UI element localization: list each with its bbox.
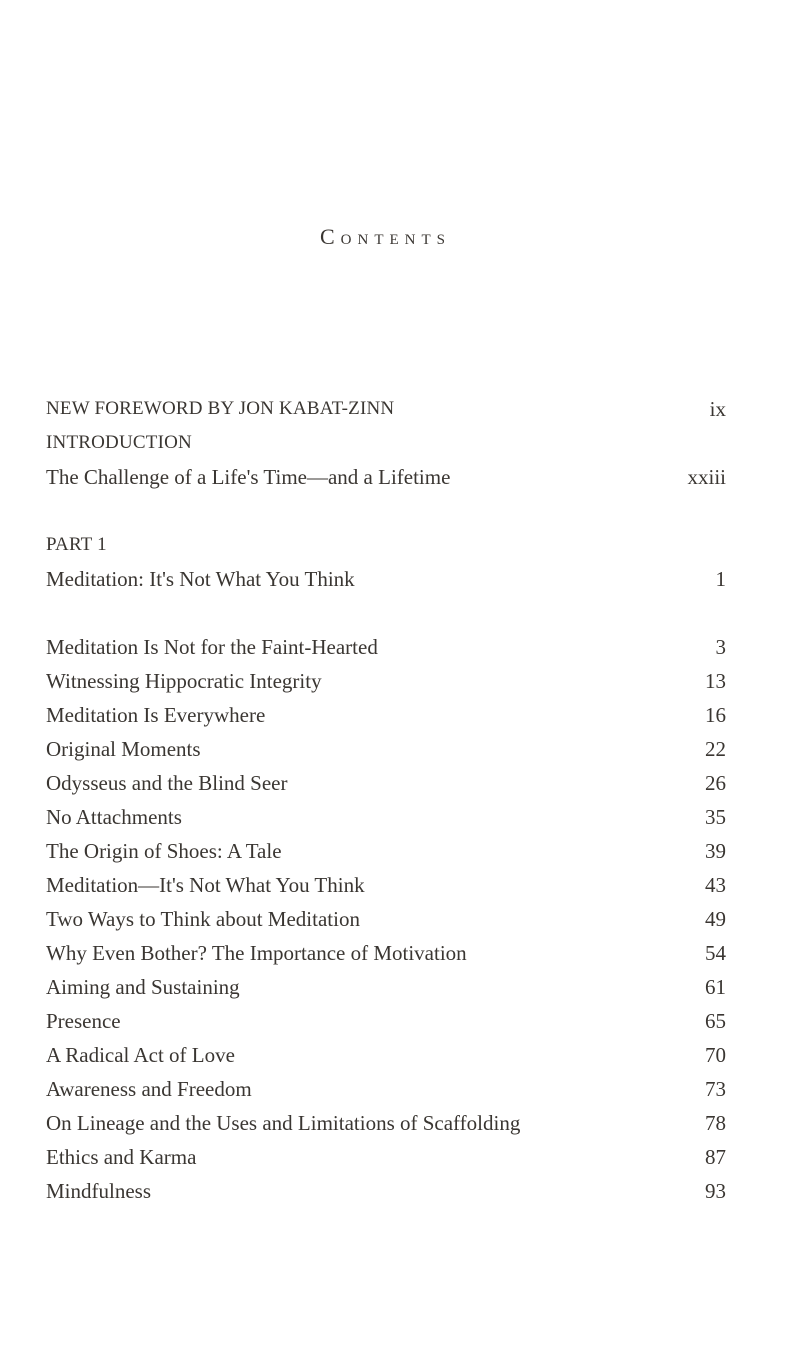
toc-entry-page: 70 xyxy=(705,1043,726,1067)
toc-entry-title: The Challenge of a Life's Time—and a Lifetime xyxy=(46,465,451,489)
toc-entry-title: The Origin of Shoes: A Tale xyxy=(46,839,282,863)
toc-entry-introduction-label[interactable] xyxy=(46,426,726,460)
toc-entry-title: Presence xyxy=(46,1009,121,1033)
toc-entry[interactable] xyxy=(46,732,726,766)
toc-entry-title: INTRODUCTION xyxy=(46,432,192,453)
toc-entry-page: 93 xyxy=(705,1179,726,1203)
toc-entry-title: A Radical Act of Love xyxy=(46,1043,235,1067)
toc-entry[interactable] xyxy=(46,800,726,834)
toc-entry-title: Ethics and Karma xyxy=(46,1145,197,1169)
toc-entry-title: Meditation Is Not for the Faint-Hearted xyxy=(46,635,378,659)
toc-entry-page: 13 xyxy=(705,669,726,693)
toc-entry-title: Meditation—It's Not What You Think xyxy=(46,873,365,897)
toc-entry-title: Mindfulness xyxy=(46,1179,151,1203)
toc-entry[interactable] xyxy=(46,970,726,1004)
toc-entry[interactable] xyxy=(46,766,726,800)
toc-entry-page: 1 xyxy=(715,567,726,591)
toc-entry-title: NEW FOREWORD BY JON KABAT-ZINN xyxy=(46,398,395,419)
toc-entry[interactable] xyxy=(46,834,726,868)
toc-entry-title: Meditation Is Everywhere xyxy=(46,703,266,727)
toc-entry[interactable] xyxy=(46,936,726,970)
toc-entry-page: 26 xyxy=(705,771,726,795)
toc-entry[interactable] xyxy=(46,1140,726,1174)
toc-entry-title: Original Moments xyxy=(46,737,201,761)
toc-entry-title: No Attachments xyxy=(46,805,182,829)
toc-entry-title: On Lineage and the Uses and Limitations of Scaffolding xyxy=(46,1111,521,1135)
toc-entry-page: 54 xyxy=(705,941,726,965)
toc-entry-title: Aiming and Sustaining xyxy=(46,975,240,999)
toc-entry[interactable] xyxy=(46,868,726,902)
toc-entry-title: Odysseus and the Blind Seer xyxy=(46,771,288,795)
toc-entry[interactable] xyxy=(46,1004,726,1038)
toc-entry-title: Why Even Bother? The Importance of Motivation xyxy=(46,941,467,965)
toc-entry[interactable] xyxy=(46,698,726,732)
toc-entry-page: 61 xyxy=(705,975,726,999)
toc-entry-page: xxiii xyxy=(687,465,726,489)
toc-entry[interactable] xyxy=(46,664,726,698)
toc-entry-part-1[interactable] xyxy=(46,562,726,596)
chapter-list xyxy=(46,630,726,1208)
toc-entry[interactable] xyxy=(46,630,726,664)
section-spacer xyxy=(46,494,726,528)
toc-entry-page: 73 xyxy=(705,1077,726,1101)
section-spacer xyxy=(46,596,726,630)
table-of-contents xyxy=(46,392,726,1208)
part-title: Meditation: It's Not What You Think xyxy=(46,567,355,591)
toc-entry-introduction[interactable] xyxy=(46,460,726,494)
toc-entry-foreword[interactable] xyxy=(46,392,726,426)
toc-entry[interactable] xyxy=(46,1174,726,1208)
toc-entry-title: Two Ways to Think about Meditation xyxy=(46,907,360,931)
toc-entry-page: 49 xyxy=(705,907,726,931)
part-label xyxy=(46,528,726,562)
toc-entry-page: ix xyxy=(709,397,726,421)
toc-entry[interactable] xyxy=(46,1072,726,1106)
page-title: Contents xyxy=(319,224,451,249)
toc-entry[interactable] xyxy=(46,1038,726,1072)
toc-entry-title: Witnessing Hippocratic Integrity xyxy=(46,669,322,693)
toc-entry-page: 43 xyxy=(705,873,726,897)
toc-entry[interactable] xyxy=(46,902,726,936)
toc-entry-page: 65 xyxy=(705,1009,726,1033)
part-number: PART 1 xyxy=(46,534,107,555)
toc-entry-page: 87 xyxy=(705,1145,726,1169)
toc-entry-page: 22 xyxy=(705,737,726,761)
toc-entry-page: 35 xyxy=(705,805,726,829)
toc-entry-title: Awareness and Freedom xyxy=(46,1077,252,1101)
toc-entry-page: 78 xyxy=(705,1111,726,1135)
toc-entry-page: 3 xyxy=(715,635,726,659)
toc-entry-page: 16 xyxy=(705,703,726,727)
toc-entry-page: 39 xyxy=(705,839,726,863)
toc-entry[interactable] xyxy=(46,1106,726,1140)
